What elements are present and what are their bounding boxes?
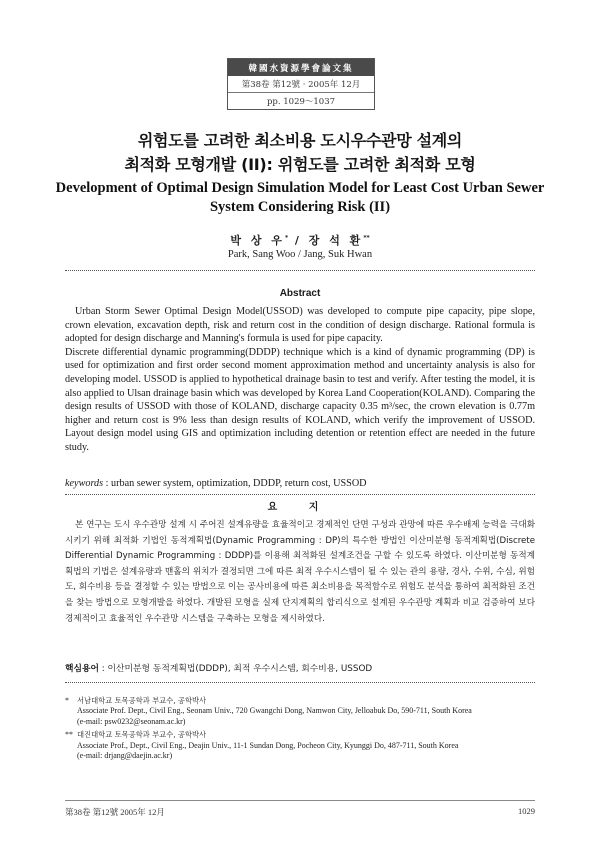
english-title-line-1: Development of Optimal Design Simulation Model for Least Cost Urban Sewer	[55, 180, 545, 196]
english-title-line-2: System Considering Risk (II)	[209, 199, 391, 215]
footnote-2-mark: **	[65, 730, 73, 740]
korean-title-line-1: 위험도를 고려한 최소비용 도시우수관망 설계의	[137, 131, 463, 150]
korean-title-line-2: 최적화 모형개발 (II): 위험도를 고려한 최적화 모형	[124, 155, 476, 174]
footnote-2-korean: 대진대학교 토목공학과 부교수, 공학박사	[77, 730, 207, 740]
author-1-name: 박 상 우	[230, 234, 285, 247]
keywords-text: : urban sewer system, optimization, DDDP, return cost, USSOD	[103, 478, 367, 489]
footnote-1-email: (e-mail: psw0232@seonam.ac.kr)	[77, 716, 186, 726]
abstract-body	[65, 305, 535, 455]
footnote-1-address: Associate Prof. Dept., Civil Eng., Seonam Univ., 720 Gwangchi Dong, Namwon City, Jelloabuk Do, 590-711, South Korea	[77, 706, 472, 716]
korean-keywords	[65, 661, 535, 674]
keywords-label: keywords	[65, 478, 104, 489]
page-footer	[65, 806, 535, 818]
divider-middle	[65, 494, 535, 495]
footer-journal-issue: 第38卷 第12號 2005年 12月	[65, 807, 165, 817]
abstract-heading: Abstract	[279, 288, 321, 299]
footnote-1-mark: *	[65, 696, 69, 705]
journal-pages: pp. 1029～1037	[266, 97, 336, 107]
footnote-2-email: (e-mail: drjang@daejin.ac.kr)	[77, 751, 173, 761]
author-separator: /	[288, 234, 309, 247]
divider-top	[65, 270, 535, 271]
journal-name: 韓國水資源學會論文集	[228, 59, 374, 76]
summary-heading: 요 지	[267, 502, 333, 513]
author-2-name: 장 석 환	[308, 234, 364, 247]
abstract-paragraph-2: Discrete differential dynamic programming(DDDP) technique which is a kind of dynamic programming (DP) is used for optimization and first order second moment approximation method and uncertainty analysis is also for developing model. USSOD is applied to hypothetical drainage basin to test and verify. After testing the model, it is also applied to Ulsan drainage basin which was developed by Korea Land Cooperation(KOLAND). Comparing the design results of USSOD with those of KOLAND, discharge capacity 0.35 m³/sec, the crown elevation is 0.77m higher and return cost is 9% less than design results of KOLAND, which verify the improvement of USSOD. Layout design model using GIS and optimization including detention or retention effect are needed in the future study.	[65, 346, 535, 453]
footer-rule	[65, 800, 535, 801]
divider-bottom	[65, 682, 535, 683]
author-2-mark: **	[363, 234, 370, 242]
abstract-paragraph-1: Urban Storm Sewer Optimal Design Model(USSOD) was developed to compute pipe capacity, pipe slope, crown elevation, excavation depth, risk and return cost in the condition of design discharge. Rational formula is adopted for design discharge and Manning's formula is used for pipe capacity.	[65, 306, 535, 345]
korean-keywords-text: : 이산미분형 동적계획법(DDDP), 최적 우수시스템, 회수비용, USSOD	[99, 664, 373, 674]
footnote-1-korean: 서남대학교 토목공학과 부교수, 공학박사	[77, 696, 207, 705]
author-1-mark: *	[284, 234, 289, 242]
authors-english: Park, Sang Woo / Jang, Suk Hwan	[227, 249, 373, 260]
footnote-2-address: Associate Prof., Dept., Civil Eng., Deajin Univ., 11-1 Sundan Dong, Pocheon City, Kyunggi Do, 487-711, South Korea	[77, 740, 459, 750]
journal-info-box	[227, 58, 375, 110]
page-number: 1029	[518, 806, 535, 816]
footnote-2	[65, 730, 545, 761]
korean-keywords-label: 핵심용어	[65, 664, 99, 674]
footnote-1	[65, 696, 545, 727]
english-keywords	[65, 478, 535, 489]
author-footnotes	[65, 696, 545, 764]
korean-summary: 본 연구는 도시 우수관망 설계 시 주어진 설계유량을 효율적이고 경제적인 단면 구성과 관망에 따른 우수배제 능력을 극대화시키기 위해 최적화 기법인 동적계획법(Dynamic Programming : DP)의 특수한 방법인 이산미분형 동적계획법(Discrete Differential Dynamic Programming : DDDP)를 이용해 최적화된 설계조건을 구할 수 있도록 하였다. 이산미분형 동적계획법의 기법은 설계유량과 맨홀의 위치가 결정되면 그에 따른 최적 우수시스템이 될 수 있는 관의 용량, 경사, 수위, 수심, 위험도, 회수비용 등을 결정할 수 있는 방법으로 이는 공사비용에 따른 최소비용을 목적함수로 위험도 분석을 통하여 최적화된 조건을 찾는 방법으로 모형개발을 하였다. 개발된 모형을 실제 단지계획의 합리식으로 설계된 우수관망 계획과 비교 검증하여 보다 경제적이고 효율적인 우수관망 시스템을 구축하는 모형을 제시하였다.	[65, 520, 535, 624]
journal-volume: 第38卷 第12號 · 2005年 12月	[228, 76, 374, 93]
authors-korean	[0, 232, 600, 248]
